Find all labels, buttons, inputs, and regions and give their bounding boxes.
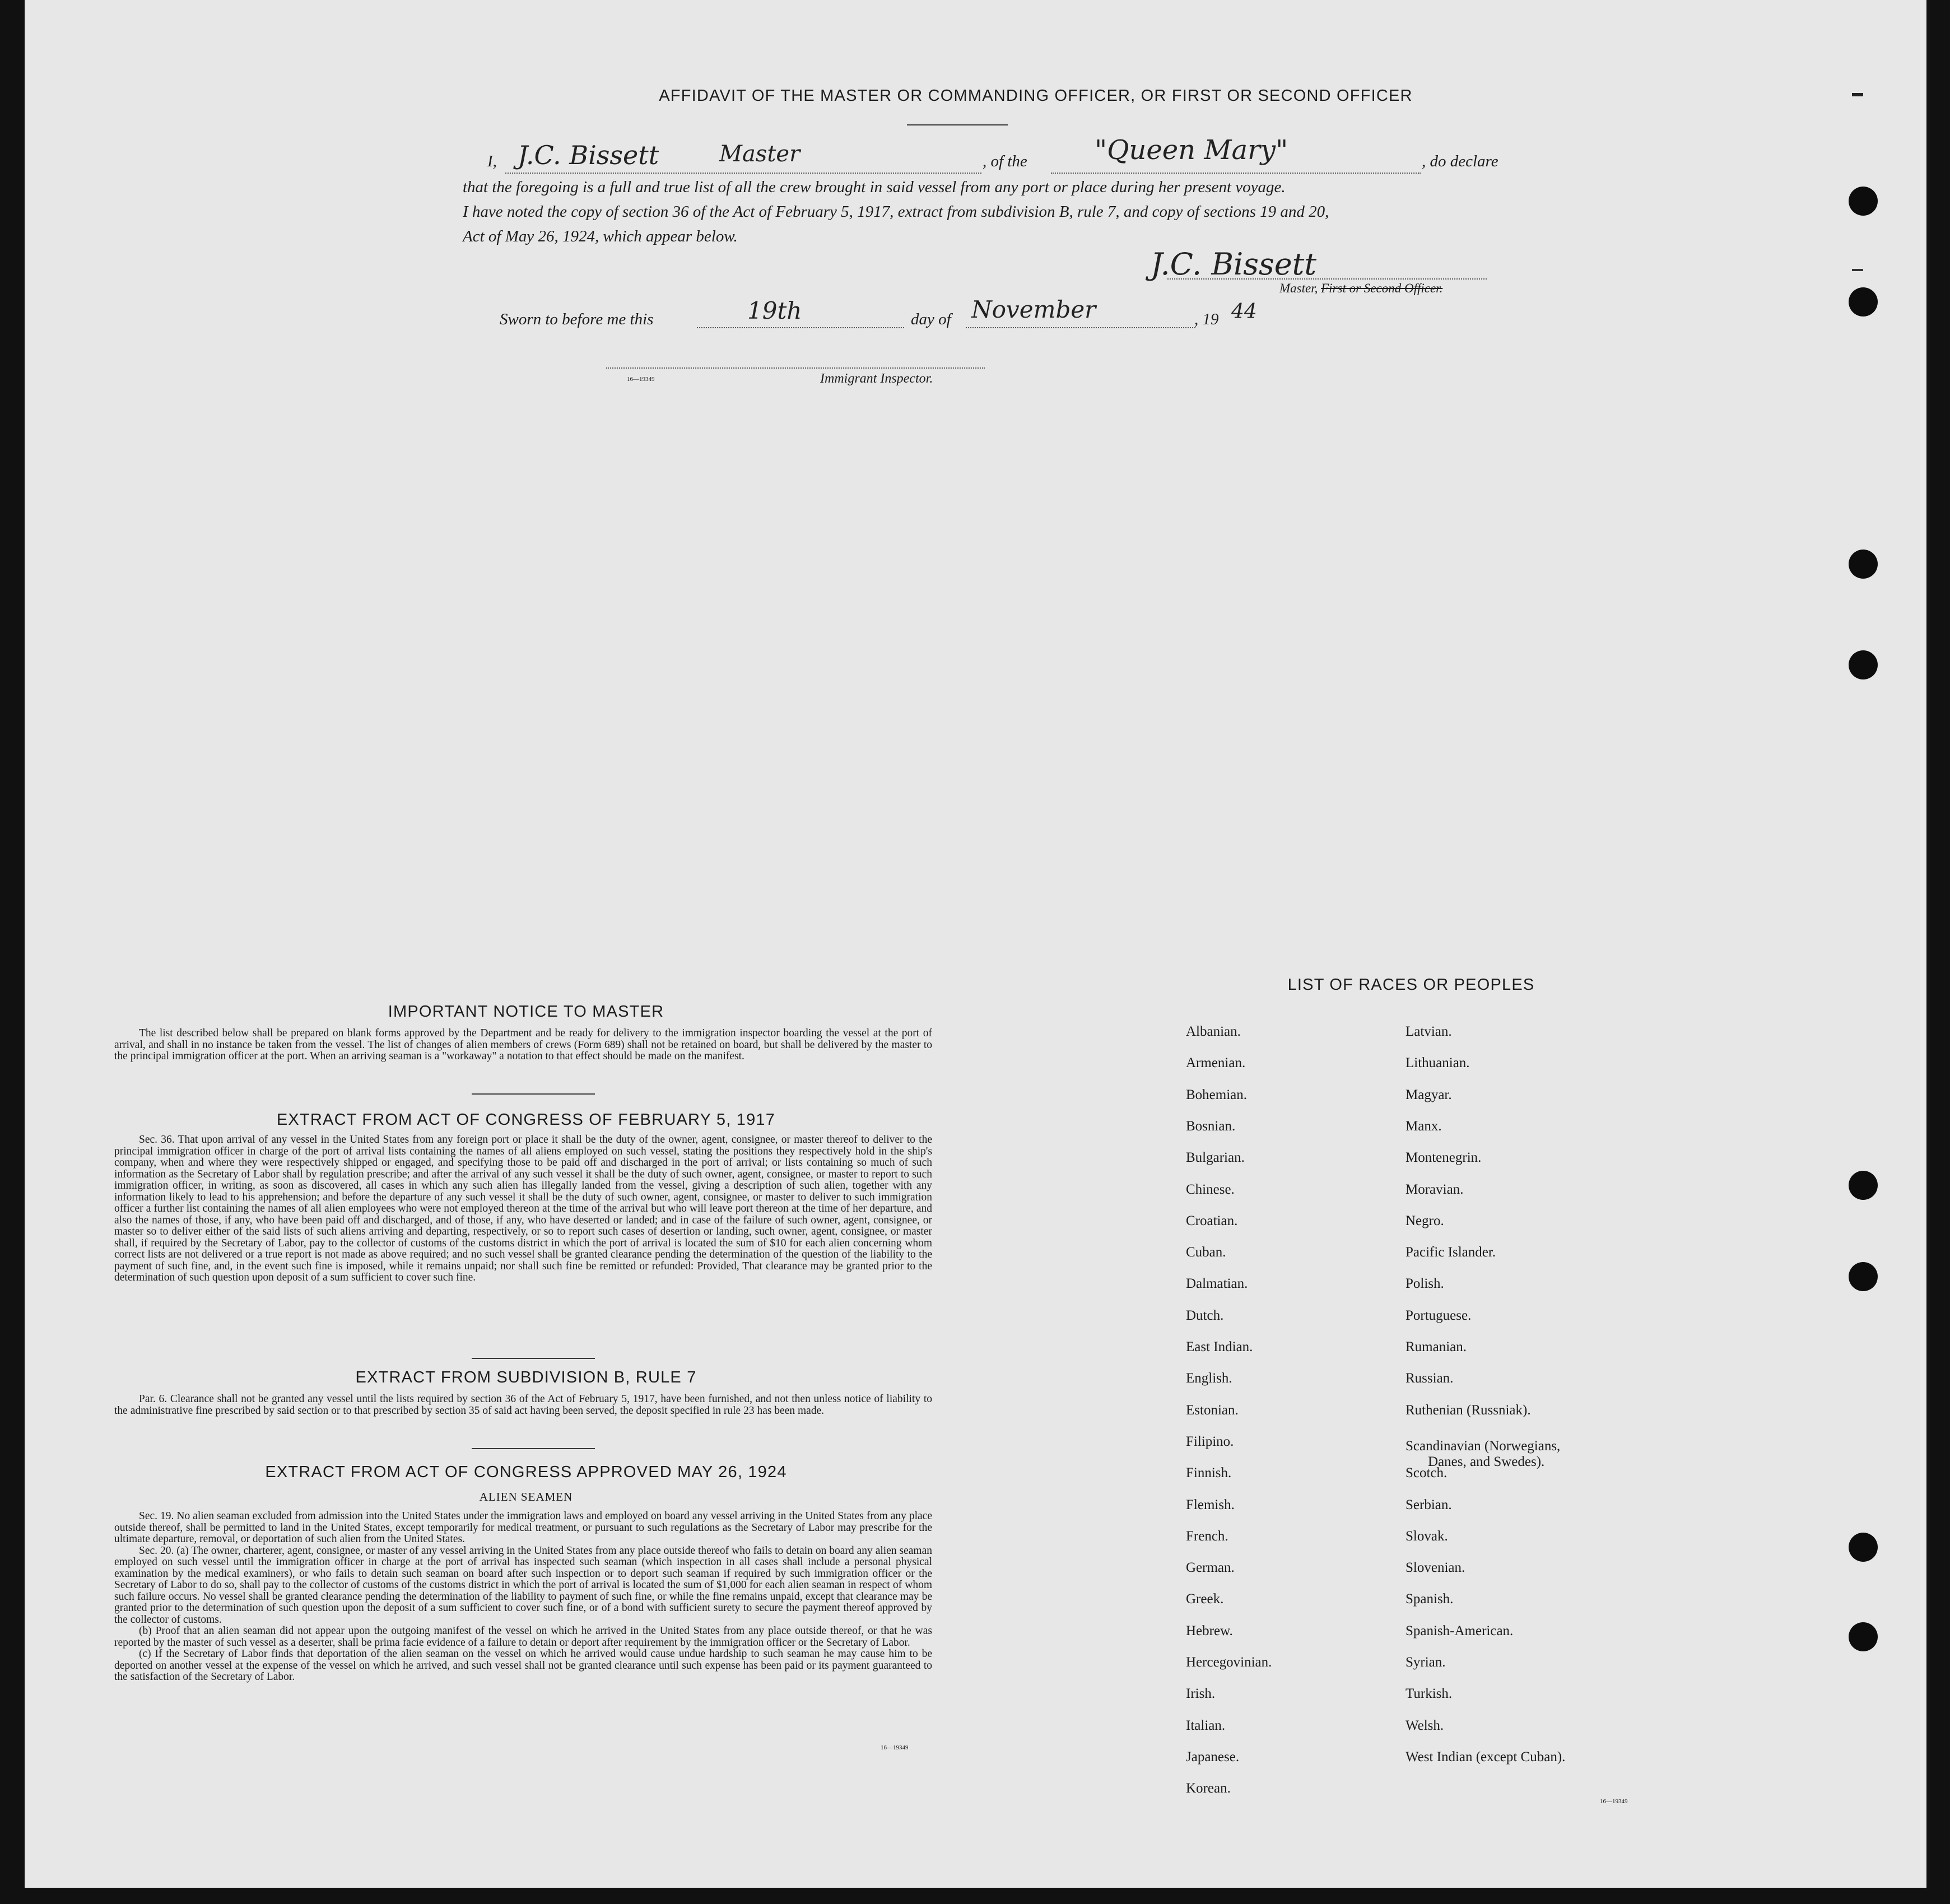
race-item: Cuban. bbox=[1186, 1245, 1226, 1260]
race-item: German. bbox=[1186, 1560, 1235, 1576]
notice-title: IMPORTANT NOTICE TO MASTER bbox=[388, 1003, 664, 1021]
inspector-line bbox=[606, 367, 985, 369]
affidavit-title: AFFIDAVIT OF THE MASTER OR COMMANDING OFFICER, OR FIRST OR SECOND OFFICER bbox=[659, 87, 1413, 105]
document-page bbox=[25, 0, 1926, 1888]
sec20c-text: (c) If the Secretary of Labor finds that deportation of the alien seaman on the vessel on which he arrived would cause undue hardship to such seaman he may cause him to be deported on another vessel at the expense of the vessel on which he arrived, and such vessel shall not be granted clearance until such expense has been paid or its payment guaranteed to the satisfaction of the Secretary of Labor. bbox=[114, 1648, 932, 1683]
vessel-line bbox=[1051, 173, 1421, 174]
race-item: Albanian. bbox=[1186, 1024, 1241, 1039]
divider bbox=[472, 1093, 595, 1095]
race-item: Hebrew. bbox=[1186, 1623, 1233, 1638]
race-item: Danes, and Swedes). bbox=[1428, 1454, 1545, 1469]
par6-text: Par. 6. Clearance shall not be granted any vessel until the lists required by section 36 of the Act of February 5, 1917, have been furnished, and not then unless notice of liability to the administrative fine prescribed by said section or to that prescribed by section 35 of said act having been served, the deposit specified in rule 23 has been made. bbox=[114, 1393, 932, 1417]
race-item: East Indian. bbox=[1186, 1339, 1253, 1354]
sec20b-text: (b) Proof that an alien seaman did not appear upon the outgoing manifest of the vessel on which he arrived in the United States from any place outside thereof, or that he was reported by the master of such vessel as a deserter, shall be prima facie evidence of a failure to detain or deport after requirement by the immigration officer or the Secretary of Labor. bbox=[114, 1625, 932, 1649]
race-item: Welsh. bbox=[1406, 1717, 1444, 1733]
race-item: Hercegovinian. bbox=[1186, 1655, 1272, 1670]
sec36-text: Sec. 36. That upon arrival of any vessel in the United States from any foreign port or place it shall be the duty of the owner, agent, consignee, or master thereof to deliver to the principal immigration officer in charge of the port of arrival lists containing the names of all aliens employed on such vessel, stating the positions they respectively hold in the ship's company, when and where they were respectively shipped or engaged, and specifying those to be paid off and discharged in the port of arrival; or lists containing so much of such information as the Secretary of Labor shall by regulation prescribe; and after the arrival of any such vessel it shall be the duty of such owner, agent, consignee, or master to report to such immigration officer, in writing, as soon as discovered, all cases in which any such alien has illegally landed from the vessel, giving a description of such alien, together with any information likely to lead to his apprehension; and before the departure of any such vessel it shall be the duty of such owner, agent, consignee, or master to deliver to such immigration officer a further list containing the names of all alien employees who were not employed thereon at the time of the arrival but who will leave port thereon at the time of her departure, and also the names of those, if any, who have been paid off and discharged, and of those, if any, who have deserted or landed; and in case of the failure of such owner, agent, consignee, or master so to deliver either of the said lists of such aliens arriving and departing, respectively, or so to report such cases of desertion or landing, such owner, agent, consignee, or master shall, if required by the Secretary of Labor, pay to the collector of customs of the customs district in which the port of arrival is located the sum of $10 for each alien concerning whom correct lists are not delivered or a true report is not made as above required; and no such vessel shall be granted clearance pending the determination of the question of the liability to the payment of such fine, and, in the event such fine is imposed, while it remains unpaid; nor shall such fine be remitted or refunded: Provided, That clearance may be granted prior to the determination of such question upon deposit of a sum sufficient to cover such fine. bbox=[114, 1134, 932, 1283]
punch-hole bbox=[1849, 1171, 1878, 1200]
do-declare-label: , do declare bbox=[1422, 152, 1498, 170]
year-prefix: , 19 bbox=[1194, 310, 1219, 328]
race-item: Armenian. bbox=[1186, 1055, 1246, 1071]
race-item: West Indian (except Cuban). bbox=[1406, 1749, 1566, 1765]
race-item: Manx. bbox=[1406, 1118, 1442, 1134]
race-item: Japanese. bbox=[1186, 1749, 1240, 1765]
race-item: English. bbox=[1186, 1371, 1232, 1386]
race-item: Chinese. bbox=[1186, 1181, 1235, 1197]
inspector-label: Immigrant Inspector. bbox=[820, 371, 933, 386]
month-value: November bbox=[971, 296, 1096, 323]
race-item: Croatian. bbox=[1186, 1213, 1238, 1228]
race-item: Bohemian. bbox=[1186, 1087, 1248, 1102]
sworn-label: Sworn to before me this bbox=[500, 310, 654, 328]
margin-dash bbox=[1852, 269, 1863, 271]
race-item: Pacific Islander. bbox=[1406, 1245, 1496, 1260]
race-item: Magyar. bbox=[1406, 1087, 1452, 1102]
of-the-label: , of the bbox=[983, 152, 1027, 170]
master-signature: J.C. Bissett bbox=[1151, 246, 1317, 282]
races-form-number: 16—19349 bbox=[1600, 1798, 1628, 1805]
day-value: 19th bbox=[747, 297, 802, 324]
race-item: Spanish-American. bbox=[1406, 1623, 1514, 1638]
day-line bbox=[697, 327, 904, 328]
extract-form-number: 16—19349 bbox=[881, 1744, 909, 1751]
race-item: Spanish. bbox=[1406, 1591, 1454, 1607]
signature-line bbox=[1167, 278, 1487, 280]
extract1924-body bbox=[114, 1511, 932, 1683]
race-item: Slovenian. bbox=[1406, 1560, 1465, 1576]
punch-hole bbox=[1849, 287, 1878, 316]
race-item: Dalmatian. bbox=[1186, 1276, 1248, 1292]
race-item: Korean. bbox=[1186, 1781, 1231, 1796]
affidavit-form-number: 16—19349 bbox=[627, 376, 655, 383]
rule7-body bbox=[114, 1394, 932, 1417]
extract1917-body bbox=[114, 1134, 932, 1284]
affidavit-line4: Act of May 26, 1924, which appear below. bbox=[463, 227, 738, 245]
race-item: Serbian. bbox=[1406, 1497, 1452, 1512]
race-item: Polish. bbox=[1406, 1276, 1444, 1292]
year-value: 44 bbox=[1231, 300, 1257, 323]
race-item: Filipino. bbox=[1186, 1433, 1234, 1449]
month-line bbox=[966, 327, 1195, 328]
margin-dash bbox=[1852, 93, 1863, 96]
extract1924-title: EXTRACT FROM ACT OF CONGRESS APPROVED MAY 26, 1924 bbox=[265, 1463, 787, 1481]
race-item: Montenegrin. bbox=[1406, 1150, 1482, 1166]
punch-hole bbox=[1849, 1533, 1878, 1562]
race-item: Russian. bbox=[1406, 1371, 1454, 1386]
race-item: Syrian. bbox=[1406, 1655, 1446, 1670]
race-item: Dutch. bbox=[1186, 1307, 1224, 1323]
rule7-title: EXTRACT FROM SUBDIVISION B, RULE 7 bbox=[355, 1368, 697, 1386]
affidavit-i: I, bbox=[487, 152, 497, 170]
race-item: French. bbox=[1186, 1528, 1228, 1544]
race-item: Lithuanian. bbox=[1406, 1055, 1470, 1071]
affidavit-divider bbox=[907, 124, 1008, 125]
race-item: Estonian. bbox=[1186, 1402, 1239, 1418]
caption-master: Master, bbox=[1279, 281, 1321, 295]
punch-hole bbox=[1849, 1262, 1878, 1291]
alien-seamen-subtitle: ALIEN SEAMEN bbox=[479, 1490, 573, 1503]
affidavit-line3: I have noted the copy of section 36 of the Act of February 5, 1917, extract from subdivision B, rule 7, and copy of sections 19 and 20, bbox=[463, 203, 1329, 221]
race-item: Bulgarian. bbox=[1186, 1150, 1245, 1166]
punch-hole bbox=[1849, 650, 1878, 679]
affidavit-line2: that the foregoing is a full and true list of all the crew brought in said vessel from any port or place during her present voyage. bbox=[463, 178, 1286, 196]
punch-hole bbox=[1849, 550, 1878, 579]
race-item: Italian. bbox=[1186, 1717, 1226, 1733]
race-item: Flemish. bbox=[1186, 1497, 1235, 1512]
day-of-label: day of bbox=[911, 310, 951, 328]
divider bbox=[472, 1448, 595, 1449]
race-item: Moravian. bbox=[1406, 1181, 1464, 1197]
race-item: Scotch. bbox=[1406, 1465, 1448, 1481]
signature-caption bbox=[1279, 281, 1442, 296]
race-item: Finnish. bbox=[1186, 1465, 1232, 1481]
punch-hole bbox=[1849, 1622, 1878, 1651]
divider bbox=[472, 1358, 595, 1359]
signer-title: Master bbox=[719, 141, 801, 167]
extract1917-title: EXTRACT FROM ACT OF CONGRESS OF FEBRUARY 5, 1917 bbox=[276, 1111, 776, 1129]
name-line bbox=[505, 173, 981, 174]
race-item: Turkish. bbox=[1406, 1686, 1453, 1702]
race-item: Negro. bbox=[1406, 1213, 1444, 1228]
race-item: Rumanian. bbox=[1406, 1339, 1467, 1354]
sec20a-text: Sec. 20. (a) The owner, charterer, agent, consignee, or master of any vessel arriving in the United States from any place outside thereof who fails to detain on board any alien seaman employed on such vessel until the immigration officer in charge at the port of arrival has inspected such seaman (which inspection in all cases shall include a personal physical examination by the medical examiners), or who fails to detain such seaman on board after such inspection or to deport such seaman if required by such immigration officer or the Secretary of Labor to do so, shall pay to the collector of customs of the customs district in which the port of arrival is located the sum of $1,000 for each alien seaman in respect of whom such failure occurs. No vessel shall be granted clearance pending the determination of the liability to payment of such fine, or while the fine remains unpaid, except that clearance may be granted prior to the determination of such question upon the deposit of a sum sufficient to cover such fine, or of a bond with sufficient surety to secure the payment thereof approved by the collector of customs. bbox=[114, 1544, 932, 1626]
punch-hole bbox=[1849, 187, 1878, 216]
notice-text: The list described below shall be prepared on blank forms approved by the Department and be ready for delivery to the immigration inspector boarding the vessel at the port of arrival, and shall in no instance be taken from the vessel. The list of changes of alien members of crews (Form 689) shall not be retained on board, but shall be delivered by the master to the principal immigration officer at the port. When an arriving seaman is a "workaway" a notation to that effect should be made on the manifest. bbox=[114, 1027, 932, 1062]
notice-body bbox=[114, 1028, 932, 1063]
race-item: Irish. bbox=[1186, 1686, 1216, 1702]
races-title: LIST OF RACES OR PEOPLES bbox=[1287, 976, 1535, 994]
race-item: Ruthenian (Russniak). bbox=[1406, 1402, 1531, 1418]
race-item: Scandinavian (Norwegians, bbox=[1406, 1438, 1561, 1454]
sec19-text: Sec. 19. No alien seaman excluded from admission into the United States under the immigration laws and employed on board any vessel arriving in the United States from any place outside thereof, shall be permitted to land in the United States, except temporarily for medical treatment, or pursuant to such regulations as the Secretary of Labor may prescribe for the ultimate departure, removal, or deportation of such alien from the United States. bbox=[114, 1510, 932, 1545]
race-item: Greek. bbox=[1186, 1591, 1224, 1607]
race-item: Bosnian. bbox=[1186, 1118, 1236, 1134]
signer-name: J.C. Bissett bbox=[518, 140, 659, 170]
vessel-name: "Queen Mary" bbox=[1095, 134, 1288, 166]
caption-struck: First or Second Officer. bbox=[1321, 281, 1443, 295]
race-item: Slovak. bbox=[1406, 1528, 1448, 1544]
race-item: Portuguese. bbox=[1406, 1307, 1472, 1323]
race-item: Latvian. bbox=[1406, 1024, 1452, 1039]
